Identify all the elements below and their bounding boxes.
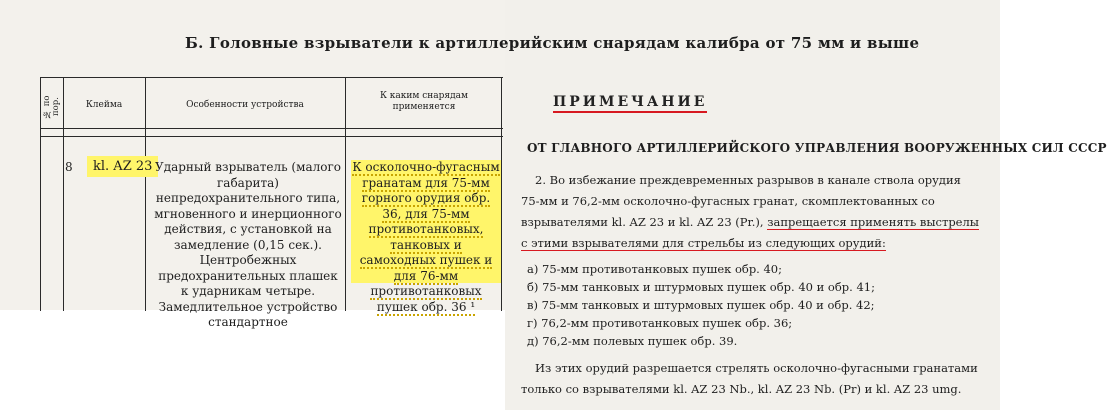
list-item: д) 76,2-мм полевых пушек обр. 39. bbox=[527, 334, 738, 348]
header-applies: К каким снарядам применяется bbox=[379, 91, 469, 112]
header-number: № по пор. bbox=[42, 95, 61, 119]
note-paragraph-1-underlined: запрещается применять выстрелы с этими взрывателями для стрельбы из следующих орудий: bbox=[521, 215, 979, 250]
note-from: ОТ ГЛАВНОГО АРТИЛЛЕРИЙСКОГО УПРАВЛЕНИЯ ВООРУЖЕННЫХ СИЛ СССР bbox=[527, 141, 1107, 155]
column-divider bbox=[345, 78, 346, 311]
note-title: ПРИМЕЧАНИЕ bbox=[553, 94, 707, 113]
list-item: б) 75-мм танковых и штурмовых пушек обр. 40 и обр. 41; bbox=[527, 280, 875, 294]
list-item: г) 76,2-мм противотанковых пушек обр. 36; bbox=[527, 316, 793, 330]
header-features: Особенности устройства bbox=[186, 100, 304, 110]
section-heading: Б. Головные взрыватели к артиллерийским снарядам калибра от 75 мм и выше bbox=[185, 34, 920, 52]
fuse-mark: kl. AZ 23 bbox=[87, 156, 158, 177]
note-body bbox=[521, 170, 981, 400]
fuse-features: Ударный взрыватель (малого габарита) непредохранительного типа, мгновенного и инерционного действия, с установкой на замедление (0,15 сек.). Центробежных предохранительных плашек к ударникам четыре. Замедлительное устройство стандартное bbox=[154, 160, 342, 329]
applies-text: К осколочно-фугасным гранатам для 75-мм горного орудия обр. 36, для 75-мм противотанковых, танковых и самоходных пушек и для 76-мм противотанковых пушек обр. 36 ¹ bbox=[352, 160, 500, 314]
list-item: в) 75-мм танковых и штурмовых пушек обр. 40 и обр. 42; bbox=[527, 298, 875, 312]
column-divider bbox=[145, 78, 146, 311]
note-paragraph-1-start: 2. Во избежание преждевременных разрывов в канале ствола орудия 75-мм и 76,2-мм осколочно-фугасных гранат, скомплектованных со взрывателями kl. AZ 23 и kl. AZ 23 (Pr.), bbox=[521, 173, 961, 229]
list-item: а) 75-мм противотанковых пушек обр. 40; bbox=[527, 262, 782, 276]
header-rule bbox=[41, 128, 503, 129]
column-divider bbox=[501, 78, 502, 311]
header-mark: Клейма bbox=[85, 100, 123, 110]
fuse-table bbox=[40, 77, 503, 329]
header-rule bbox=[41, 136, 503, 137]
row-number: 8 bbox=[65, 160, 73, 174]
gun-list bbox=[527, 260, 981, 350]
note-paragraph-2: Из этих орудий разрешается стрелять осколочно-фугасными гранатами только со взрывателями kl. AZ 23 Nb., kl. AZ 23 Nb. (Pr) и kl. AZ 23 umg. bbox=[521, 361, 978, 396]
fuse-applies bbox=[351, 160, 501, 314]
note-paragraph-1 bbox=[521, 170, 981, 254]
column-divider bbox=[63, 78, 64, 311]
